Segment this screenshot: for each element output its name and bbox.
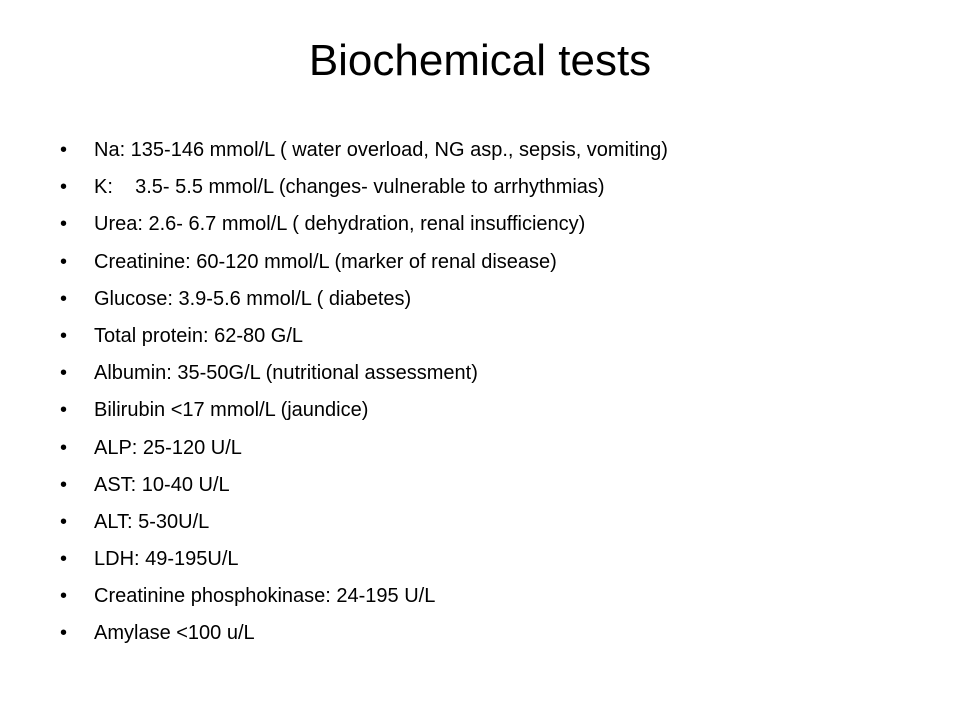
bullet-text: ALT: 5-30U/L (94, 510, 210, 533)
bullet-icon: • (60, 585, 68, 608)
slide-title: Biochemical tests (308, 36, 652, 85)
bullet-item (60, 281, 920, 318)
bullet-item (60, 541, 920, 578)
bullet-item (60, 615, 920, 652)
bullet-item (60, 355, 920, 392)
bullet-icon: • (60, 473, 68, 496)
bullet-icon: • (60, 139, 68, 161)
bullet-icon: • (60, 287, 68, 310)
bullet-item (60, 504, 920, 541)
bullet-item (60, 169, 920, 206)
bullet-text: LDH: 49-195U/L (94, 548, 239, 571)
bullet-list (60, 132, 920, 653)
bullet-icon: • (60, 436, 68, 459)
bullet-text: Albumin: 35-50G/L (nutritional assessment) (94, 362, 478, 385)
bullet-item (60, 467, 920, 504)
bullet-text: ALP: 25-120 U/L (94, 436, 242, 459)
bullet-text: AST: 10-40 U/L (94, 473, 230, 496)
bullet-text: Urea: 2.6- 6.7 mmol/L ( dehydration, renal insufficiency) (94, 213, 586, 236)
bullet-icon: • (60, 213, 68, 236)
bullet-item (60, 244, 920, 281)
bullet-text: Na: 135-146 mmol/L ( water overload, NG asp., sepsis, vomiting) (94, 139, 668, 161)
bullet-icon: • (60, 250, 68, 273)
bullet-icon: • (60, 622, 68, 645)
bullet-text: Creatinine: 60-120 mmol/L (marker of renal disease) (94, 250, 557, 273)
bullet-item (60, 392, 920, 429)
bullet-item (60, 206, 920, 243)
bullet-icon: • (60, 362, 68, 385)
bullet-item (60, 578, 920, 615)
bullet-item (60, 318, 920, 355)
bullet-text: Glucose: 3.9-5.6 mmol/L ( diabetes) (94, 287, 412, 310)
bullet-icon: • (60, 510, 68, 533)
bullet-text: Creatinine phosphokinase: 24-195 U/L (94, 585, 436, 608)
bullet-icon: • (60, 324, 68, 347)
bullet-item (60, 132, 920, 169)
bullet-icon: • (60, 399, 68, 422)
bullet-text: Total protein: 62-80 G/L (94, 324, 304, 347)
bullet-text: K: 3.5- 5.5 mmol/L (changes- vulnerable to arrhythmias) (94, 176, 605, 199)
bullet-text: Bilirubin <17 mmol/L (jaundice) (94, 399, 369, 422)
bullet-item (60, 430, 920, 467)
bullet-icon: • (60, 548, 68, 571)
bullet-text: Amylase <100 u/L (94, 622, 255, 645)
bullet-icon: • (60, 176, 68, 199)
